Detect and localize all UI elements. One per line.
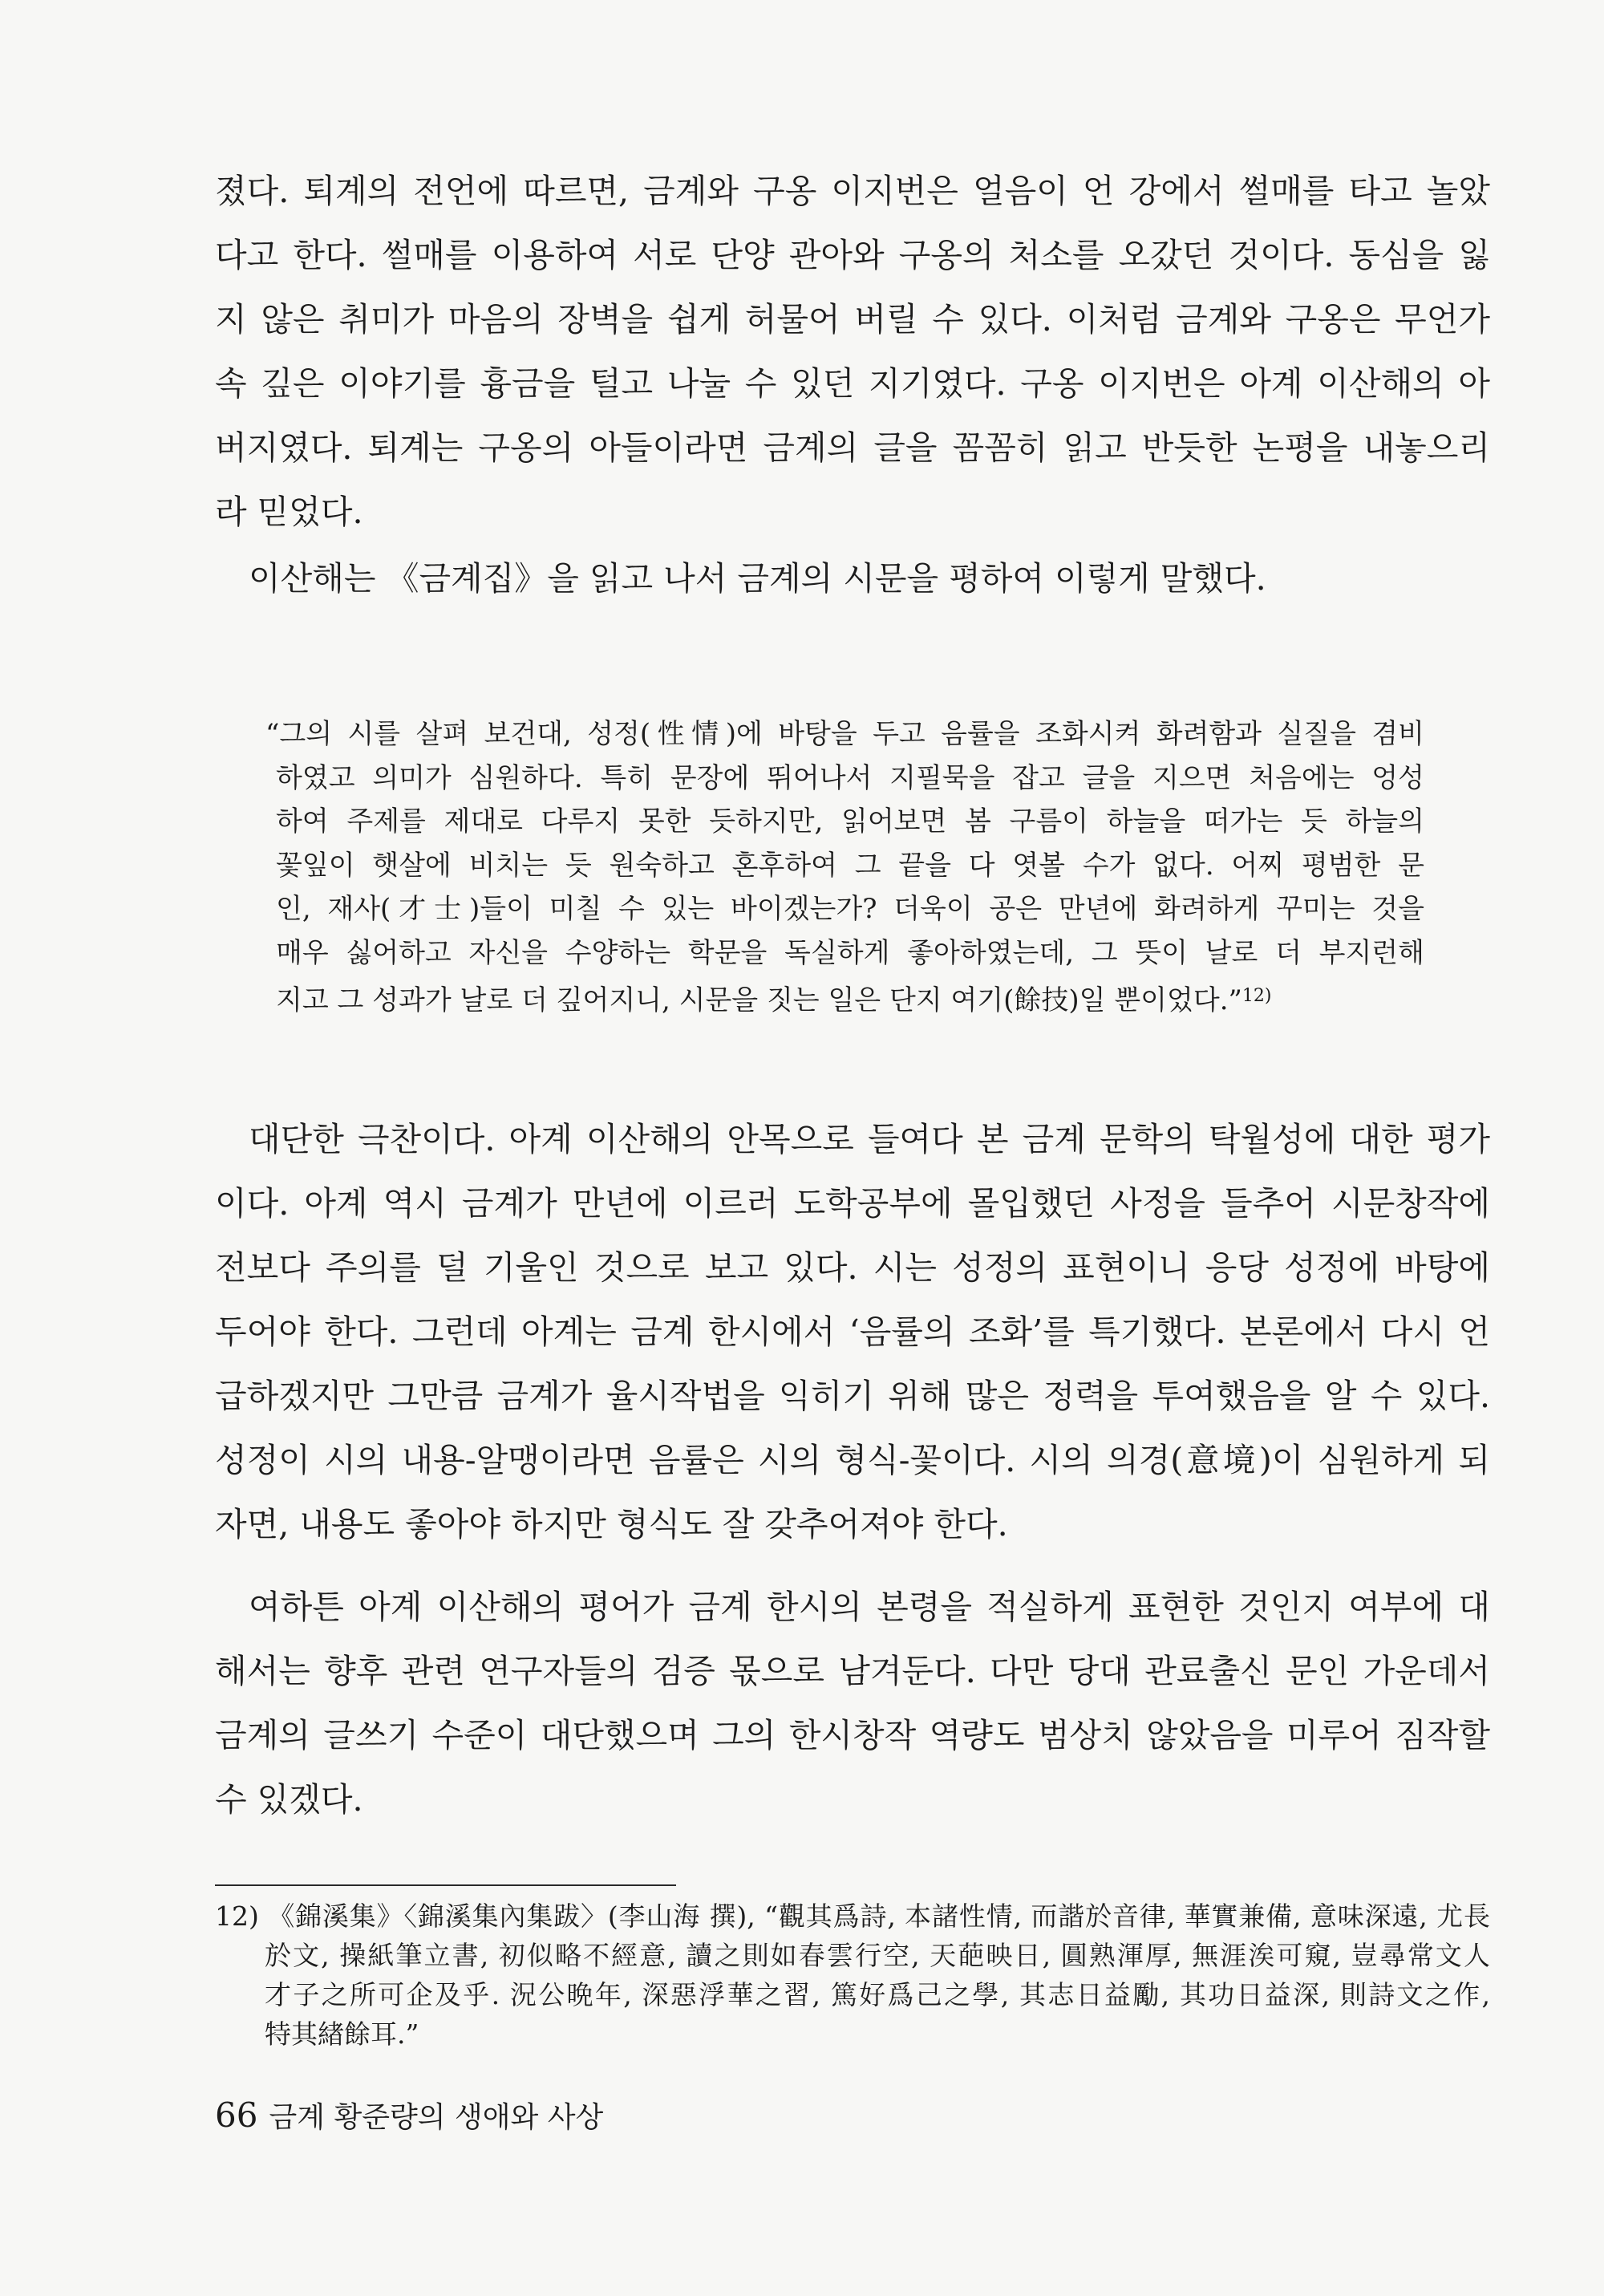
footnote-reference[interactable]: 12) <box>1241 986 1272 1006</box>
paragraph-1 <box>215 159 1490 544</box>
running-footer <box>215 2095 603 2136</box>
footnote-line: 特其緖餘耳.” <box>265 2018 419 2050</box>
footnote-divider <box>215 1884 676 1886</box>
quote-line-text: 지고 그 성과가 날로 더 깊어지니, 시문을 짓는 일은 단지 여기(餘技)일 뿐이었다.” <box>276 984 1242 1016</box>
paragraph-line: 이산해는 《금계집》을 읽고 나서 금계의 시문을 평하여 이렇게 말했다. <box>249 559 1266 598</box>
paragraph-line: 라 믿었다. <box>215 493 363 531</box>
paragraph-line: 지 않은 취미가 마음의 장벽을 쉽게 허물어 버릴 수 있다. 이처럼 금계와 구옹은 무언가 <box>215 300 1490 339</box>
paragraph-line: 금계의 글쓰기 수준이 대단했으며 그의 한시창작 역량도 범상치 않았음을 미루어 짐작할 <box>215 1716 1490 1754</box>
book-title: 금계 황준량의 생애와 사상 <box>269 2101 604 2134</box>
footnote-line: 於文, 操紙筆立書, 初似略不經意, 讀之則如春雲行空, 天葩映日, 圓熟渾厚, 無涯涘可窺, 豈尋常文人 <box>265 1940 1490 1971</box>
paragraph-line: 속 깊은 이야기를 흉금을 털고 나눌 수 있던 지기였다. 구옹 이지번은 아계 이산해의 아 <box>215 364 1490 403</box>
paragraph-line: 해서는 향후 관련 연구자들의 검증 몫으로 남겨둔다. 다만 당대 관료출신 문인 가운데서 <box>215 1652 1490 1690</box>
paragraph-line: 졌다. 퇴계의 전언에 따르면, 금계와 구옹 이지번은 얼음이 언 강에서 썰매를 타고 놀았 <box>215 172 1490 210</box>
paragraph-line: 전보다 주의를 덜 기울인 것으로 보고 있다. 시는 성정의 표현이니 응당 성정에 바탕에 <box>215 1248 1490 1287</box>
paragraph-line: 버지였다. 퇴계는 구옹의 아들이라면 금계의 글을 꼼꼼히 읽고 반듯한 논평을 내놓으리 <box>215 428 1490 467</box>
quote-line: 인, 재사(才士)들이 미칠 수 있는 바이겠는가? 더욱이 공은 만년에 화려하게 꾸미는 것을 <box>276 893 1424 925</box>
paragraph-line: 여하튼 아계 이산해의 평어가 금계 한시의 본령을 적실하게 표현한 것인지 여부에 대 <box>249 1588 1490 1626</box>
paragraph-4 <box>215 1575 1490 1832</box>
paragraph-line: 수 있겠다. <box>215 1780 363 1819</box>
quote-line-last <box>276 975 1424 1019</box>
quote-line: 하여 주제를 제대로 다루지 못한 듯하지만, 읽어보면 봄 구름이 하늘을 떠가는 듯 하늘의 <box>276 805 1424 838</box>
footnote-12 <box>215 1896 1490 2054</box>
paragraph-line: 급하겠지만 그만큼 금계가 율시작법을 익히기 위해 많은 정력을 투여했음을 알 수 있다. <box>215 1377 1490 1415</box>
quote-line: 꽃잎이 햇살에 비치는 듯 원숙하고 혼후하여 그 끝을 다 엿볼 수가 없다. 어찌 평범한 문 <box>276 849 1424 882</box>
footnote-line: 12) 《錦溪集》〈錦溪集內集跋〉(李山海 撰), “觀其爲詩, 本諸性情, 而諧於音律, 華實兼備, 意味深遠, 尤長 <box>215 1900 1490 1932</box>
quote-line: “그의 시를 살펴 보건대, 성정(性情)에 바탕을 두고 음률을 조화시켜 화려함과 실질을 겸비 <box>265 718 1424 750</box>
paragraph-3 <box>215 1107 1490 1556</box>
paragraph-line: 대단한 극찬이다. 아계 이산해의 안목으로 들여다 본 금계 문학의 탁월성에 대한 평가 <box>249 1120 1490 1158</box>
page-number: 66 <box>215 2095 258 2135</box>
paragraph-line: 이다. 아계 역시 금계가 만년에 이르러 도학공부에 몰입했던 사정을 들추어 시문창작에 <box>215 1184 1490 1223</box>
paragraph-line: 두어야 한다. 그런데 아계는 금계 한시에서 ‘음률의 조화’를 특기했다. 본론에서 다시 언 <box>215 1312 1490 1351</box>
footnote-line: 才子之所可企及乎. 況公晩年, 深惡浮華之習, 篤好爲己之學, 其志日益勵, 其功日益深, 則詩文之作, <box>265 1979 1490 2010</box>
quote-line: 매우 싫어하고 자신을 수양하는 학문을 독실하게 좋아하였는데, 그 뜻이 날로 더 부지런해 <box>276 936 1424 969</box>
paragraph-line: 성정이 시의 내용-알맹이라면 음률은 시의 형식-꽃이다. 시의 의경(意境)이 심원하게 되 <box>215 1441 1490 1479</box>
paragraph-line: 다고 한다. 썰매를 이용하여 서로 단양 관아와 구옹의 처소를 오갔던 것이다. 동심을 잃 <box>215 236 1490 274</box>
quote-line: 하였고 의미가 심원하다. 특히 문장에 뛰어나서 지필묵을 잡고 글을 지으면 처음에는 엉성 <box>276 761 1424 794</box>
paragraph-2 <box>215 546 1490 611</box>
paragraph-line: 자면, 내용도 좋아야 하지만 형식도 잘 갖추어져야 한다. <box>215 1505 1008 1544</box>
block-quote <box>265 712 1424 1019</box>
